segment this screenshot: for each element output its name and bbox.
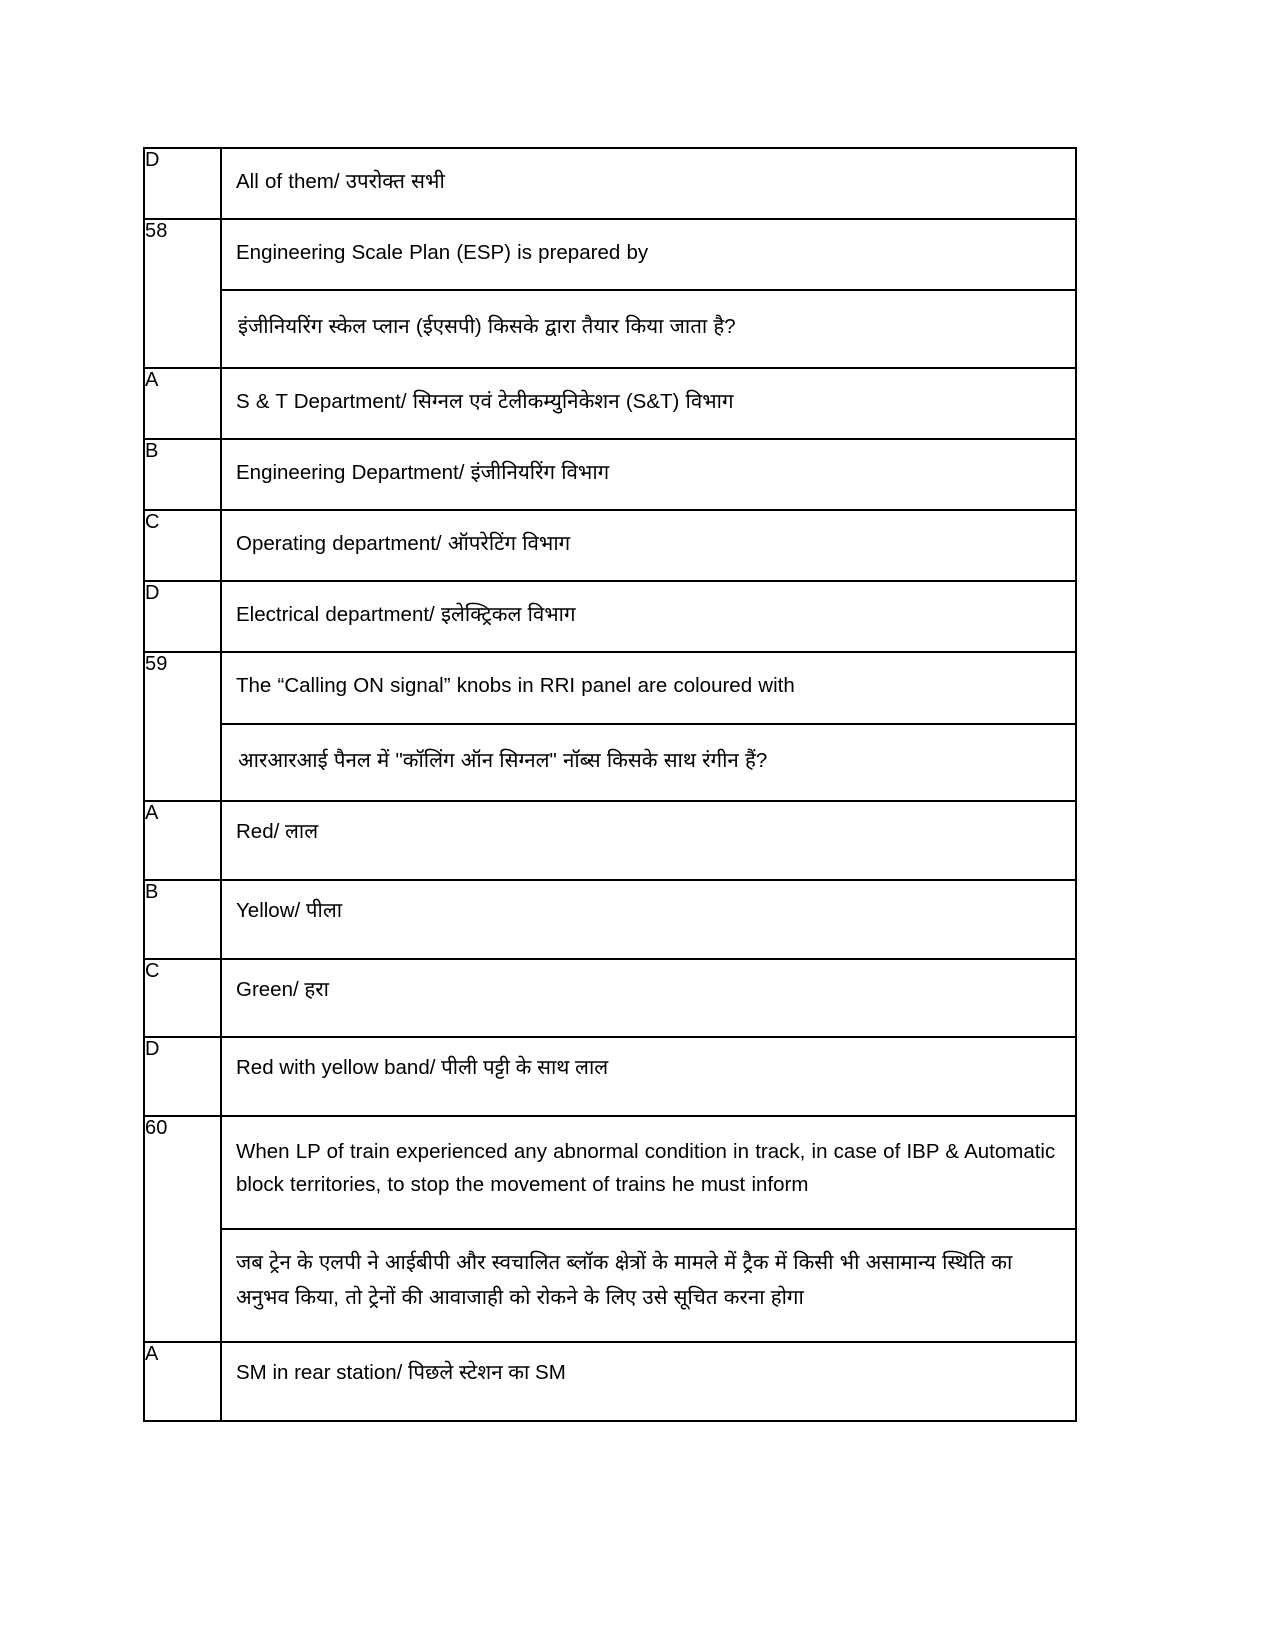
question-line-hindi xyxy=(222,1230,1075,1342)
question-text-hindi: इंजीनियरिंग स्केल प्लान (ईएसपी) किसके द्वारा तैयार किया जाता है? xyxy=(238,315,736,339)
table-row xyxy=(144,652,1076,800)
row-label: B xyxy=(144,439,221,510)
question-table xyxy=(143,147,1077,1422)
question-line-english xyxy=(222,1117,1075,1229)
option-text: Electrical department/ इलेक्ट्रिकल विभाग xyxy=(236,603,576,627)
row-label: 58 xyxy=(144,219,221,367)
row-label: A xyxy=(144,1342,221,1421)
table-row xyxy=(144,368,1076,439)
table-row xyxy=(144,959,1076,1038)
option-text: All of them/ उपरोक्त सभी xyxy=(236,170,445,193)
option-text: Operating department/ ऑपरेटिंग विभाग xyxy=(236,532,571,556)
table-row xyxy=(144,148,1076,219)
row-label: D xyxy=(144,581,221,652)
table-row xyxy=(144,1342,1076,1421)
row-body xyxy=(221,148,1076,219)
question-text-english: The “Calling ON signal” knobs in RRI panel are coloured with xyxy=(236,674,795,698)
question-table-body xyxy=(144,148,1076,1421)
row-body xyxy=(221,219,1076,367)
table-row xyxy=(144,880,1076,959)
question-text-hindi: जब ट्रेन के एलपी ने आईबीपी और स्वचालित ब्लॉक क्षेत्रों के मामले में ट्रैक में किसी भी असामान्य स्थिति का अनुभव किया, तो ट्रेनों की आवाजाही को रोकने के लिए उसे सूचित करना होगा xyxy=(236,1250,1013,1309)
row-body xyxy=(221,801,1076,880)
question-text-hindi: आरआरआई पैनल में "कॉलिंग ऑन सिग्नल" नॉब्स किसके साथ रंगीन हैं? xyxy=(238,748,768,772)
row-label: 60 xyxy=(144,1116,221,1342)
question-line-hindi xyxy=(222,291,1075,366)
table-row xyxy=(144,581,1076,652)
option-text: SM in rear station/ पिछले स्टेशन का SM xyxy=(236,1361,566,1385)
row-body xyxy=(221,1116,1076,1342)
row-label: C xyxy=(144,959,221,1038)
question-line-hindi xyxy=(222,725,1075,800)
question-line-english xyxy=(222,653,1075,724)
row-body xyxy=(221,1342,1076,1421)
row-label: D xyxy=(144,148,221,219)
option-text: Engineering Department/ इंजीनियरिंग विभाग xyxy=(236,460,610,484)
table-row xyxy=(144,439,1076,510)
option-text: S & T Department/ सिग्नल एवं टेलीकम्युनिकेशन (S&T) विभाग xyxy=(236,389,734,413)
question-line-english xyxy=(222,220,1075,291)
row-label: A xyxy=(144,801,221,880)
table-row xyxy=(144,1116,1076,1342)
option-text: Green/ हरा xyxy=(236,977,329,1001)
row-body xyxy=(221,1037,1076,1116)
option-text: Yellow/ पीला xyxy=(236,898,343,922)
row-body xyxy=(221,581,1076,652)
row-body xyxy=(221,510,1076,581)
row-body xyxy=(221,880,1076,959)
question-text-english: Engineering Scale Plan (ESP) is prepared by xyxy=(236,241,649,265)
row-label: B xyxy=(144,880,221,959)
table-row xyxy=(144,801,1076,880)
row-label: C xyxy=(144,510,221,581)
row-body xyxy=(221,368,1076,439)
row-label: A xyxy=(144,368,221,439)
question-text-english: When LP of train experienced any abnormal condition in track, in case of IBP & Automatic block territories, to stop the movement of trains he must inform xyxy=(236,1140,1056,1197)
table-row xyxy=(144,510,1076,581)
option-text: Red/ लाल xyxy=(236,819,319,843)
row-label: 59 xyxy=(144,652,221,800)
row-body xyxy=(221,439,1076,510)
row-body xyxy=(221,959,1076,1038)
table-row xyxy=(144,219,1076,367)
option-text: Red with yellow band/ पीली पट्टी के साथ लाल xyxy=(236,1056,609,1080)
row-label: D xyxy=(144,1037,221,1116)
row-body xyxy=(221,652,1076,800)
table-row xyxy=(144,1037,1076,1116)
